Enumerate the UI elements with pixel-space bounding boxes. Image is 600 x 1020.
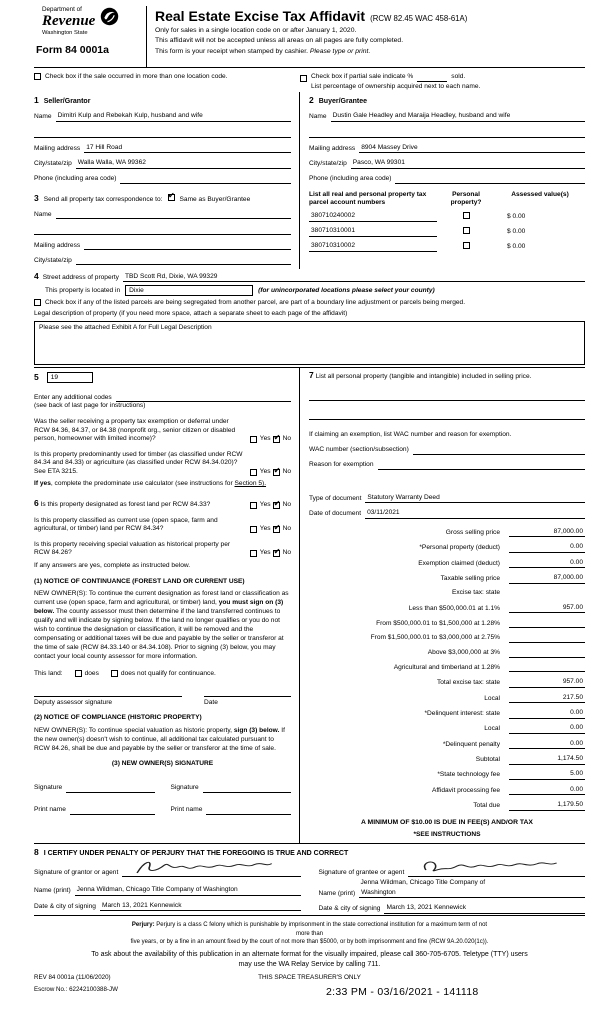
parcel-personal-checkbox[interactable] (463, 227, 470, 234)
tax-row-label: Subtotal (475, 756, 500, 764)
form-footer (34, 916, 585, 1020)
partial-sale-label: Check box if partial sale indicate % (311, 73, 414, 80)
notice1-bold: you must sign on (3) below. (34, 599, 284, 616)
parties-region (34, 92, 585, 269)
grantee-printname-overflow: Jenna Wildman, Chicago Title Company of (360, 879, 486, 887)
grantor-printname-field[interactable]: Jenna Wildman, Chicago Title Company of Washington (75, 886, 301, 896)
if-yes-bold: If yes (34, 480, 51, 488)
exemption-reason-field[interactable] (378, 461, 585, 470)
notice-compliance-title: (2) NOTICE OF COMPLIANCE (HISTORIC PROPERTY) (34, 714, 202, 722)
buyer-mailing-label: Mailing address (309, 144, 356, 152)
located-in-label: This property is located in (45, 286, 121, 294)
form-header (34, 6, 585, 68)
section-8-certification (34, 844, 585, 916)
tax-row-value[interactable]: 0.00 (509, 543, 585, 553)
street-address-label: Street address of property (42, 273, 119, 281)
tax-row-label: Agricultural and timberland at 1.28% (393, 663, 500, 671)
location-code-field[interactable]: 19 (47, 372, 93, 383)
partial-sale-percent-field[interactable] (417, 74, 447, 82)
type-or-print-note: Please type or print. (309, 47, 371, 55)
tax-row (309, 709, 585, 719)
parcel-number[interactable]: 380710240002 (309, 212, 437, 222)
partial-sale-note: List percentage of ownership acquired next to each name. (311, 82, 481, 90)
parcel-personal-checkbox[interactable] (463, 212, 470, 219)
section-4-number: 4 (34, 271, 39, 282)
yes-label: Yes (259, 549, 271, 557)
current-use-question: Is this property classified as current use (open space, farm and agricultural, or timber) land per RCW 84.34? (34, 516, 218, 533)
s6q3-yes-checkbox[interactable] (250, 550, 257, 557)
grantee-datecity-field[interactable]: March 13, 2021 Kennewick (384, 904, 585, 914)
parcel-number[interactable]: 380710310001 (309, 227, 437, 237)
buyer-csz-label: City/state/zip (309, 160, 347, 168)
yes-label: Yes (259, 435, 271, 443)
alternate-format-note: To ask about the availability of this publication in an alternate format for the visually impaired, please call 360-705-6705. Teletype (TTY) users may use the WA Relay Service by calling 711. (91, 951, 528, 968)
parcel-assessed-value: $ 0.00 (507, 213, 526, 221)
tax-row (309, 559, 585, 569)
grantee-signature-label: Signature of grantee or agent (318, 868, 405, 876)
tax-row-value[interactable]: 87,000.00 (509, 574, 585, 584)
same-as-buyer-label: Same as Buyer/Grantee (179, 195, 251, 203)
section-5-link: Section 5). (234, 480, 267, 488)
escrow-number: Escrow No.: 62242100388-JW (34, 986, 118, 994)
street-address-field[interactable]: TBD Scott Rd, Dixie, WA 99329 (123, 273, 585, 283)
notice2-bold: sign (3) below. (233, 726, 280, 734)
personal-property-header: Personal property? (450, 190, 482, 206)
notice2-pre: NEW OWNER(S): To continue special valuation as historic property, (34, 726, 234, 734)
tax-row (309, 755, 585, 765)
tax-corr-csz-label: City/state/zip (34, 256, 72, 264)
no-label: No (282, 549, 291, 557)
header-note-1: Only for sales in a single location code on or after January 1, 2020. (155, 26, 357, 34)
perjury-line-3: five years, or by a fine in an amount fixed by the court of not more than $5000, or by both imprisonment and fine (RCW 9A.20.020(1c)). (130, 939, 489, 946)
seller-name-field[interactable]: Dimitri Kulp and Rebekah Kulp, husband and wife (56, 112, 291, 122)
does-not-label: does not qualify for continuance. (120, 669, 216, 677)
seller-mailing-label: Mailing address (34, 144, 81, 152)
buyer-phone-label: Phone (including area code) (309, 175, 392, 183)
tax-row-label: Exemption claimed (deduct) (418, 559, 500, 567)
tax-row-value[interactable]: 0.00 (509, 786, 585, 796)
grantee-signature-field[interactable] (408, 864, 585, 877)
tax-corr-mailing-field[interactable] (84, 241, 291, 250)
s6q1-no-checkbox[interactable] (273, 502, 280, 509)
tax-row-value[interactable]: 957.00 (509, 604, 585, 614)
seller-name-field-2[interactable] (34, 128, 291, 138)
header-note-2: This affidavit will not be accepted unless all areas on all pages are fully completed. (155, 37, 404, 45)
tax-row-value[interactable]: 0.00 (509, 559, 585, 569)
certify-statement: I CERTIFY UNDER PENALTY OF PERJURY THAT THE FOREGOING IS TRUE AND CORRECT (43, 850, 349, 858)
tax-row-label: *Delinquent interest: state (424, 709, 500, 717)
if-yes-rest: , complete the predominate use calculator (see instructions for (50, 480, 235, 488)
tax-row (309, 528, 585, 538)
no-label: No (282, 501, 291, 509)
department-of-label: Department of (42, 6, 82, 13)
buyer-column (300, 92, 585, 269)
s5q1-no-checkbox[interactable] (273, 436, 280, 443)
s5q1-yes-checkbox[interactable] (250, 436, 257, 443)
yes-label: Yes (259, 467, 271, 475)
tax-row-value[interactable]: 957.00 (509, 678, 585, 688)
section-1-title: Seller/Grantor (43, 98, 91, 105)
doc-date-field[interactable]: 03/11/2021 (365, 509, 585, 519)
county-select[interactable]: Dixie (125, 285, 253, 296)
land-does-checkbox[interactable] (75, 670, 82, 677)
personal-property-intro: List all personal property (tangible and intangible) included in selling price. (315, 373, 532, 381)
buyer-phone-field[interactable] (395, 175, 585, 184)
grantee-datecity-label: Date & city of signing (318, 905, 381, 913)
section-3-label: Send all property tax correspondence to: (43, 195, 163, 203)
grantor-signature-label: Signature of grantor or agent (34, 868, 119, 876)
use-questions-column (34, 368, 300, 843)
tax-row-label: Total due (473, 802, 500, 810)
seller-phone-label: Phone (including area code) (34, 175, 117, 183)
header-note-3 (155, 48, 585, 57)
dor-logo-block (34, 6, 146, 67)
tax-row-label: From $1,500,000.01 to $3,000,000 at 2.75% (370, 634, 500, 642)
tax-row (309, 740, 585, 750)
perjury-bold: Perjury: (131, 922, 155, 929)
revenue-logo-icon (100, 7, 119, 26)
parcel-row (309, 212, 585, 222)
s6q1-yes-checkbox[interactable] (250, 502, 257, 509)
owner-signature-field-2[interactable] (203, 784, 291, 793)
tax-row-label: Affidavit processing fee (431, 786, 500, 794)
wac-number-label: WAC number (section/subsection) (309, 446, 409, 454)
predominate-use-note (34, 480, 291, 489)
owner-signature-row (34, 784, 291, 793)
if-any-yes-note: If any answers are yes, complete as instructed below. (34, 562, 191, 570)
segregated-checkbox[interactable] (34, 299, 41, 306)
print-name-label: Print name (170, 806, 203, 814)
tax-row-label: *Personal property (deduct) (419, 544, 500, 552)
timber-agriculture-question: Is this property predominantly used for timber (as classified under RCW 84.34 and 84.33) or agriculture (as classified under RCW 84.34.020)? See ETA 3215. (34, 450, 243, 475)
treasurer-space-label: THIS SPACE TREASURER'S ONLY (258, 974, 361, 982)
parcel-row (309, 227, 585, 237)
tax-row-label: Gross selling price (445, 528, 500, 536)
yes-label: Yes (259, 525, 271, 533)
partial-sale-sold-label: sold. (451, 73, 466, 80)
parcel-personal-checkbox[interactable] (463, 242, 470, 249)
notice-continuance-title: (1) NOTICE OF CONTINUANCE (FOREST LAND OR CURRENT USE) (34, 577, 245, 585)
deputy-date-line[interactable]: Date (204, 696, 291, 707)
same-as-buyer-checkbox[interactable] (168, 194, 175, 201)
tax-row (309, 724, 585, 734)
washington-state-label: Washington State (42, 29, 88, 36)
tax-computation-column (300, 368, 585, 843)
tax-computation-table (309, 528, 585, 811)
tax-row-value[interactable] (509, 663, 585, 672)
section-7-number: 7 (309, 370, 314, 381)
seller-mailing-field[interactable]: 17 Hill Road (84, 144, 291, 154)
tax-row (309, 786, 585, 796)
assessed-value-header: Assessed value(s) (511, 190, 569, 198)
rev-number: REV 84 0001a (11/06/2020) (34, 974, 111, 982)
forest-land-question: Is this property designated as forest land per RCW 84.33? (40, 501, 211, 509)
exemption-note: If claiming an exemption, list WAC number and reason for exemption. (309, 430, 512, 438)
yes-label: Yes (259, 501, 271, 509)
s6q2-no-checkbox[interactable] (273, 526, 280, 533)
doc-date-label: Date of document (309, 510, 362, 518)
tax-row-value[interactable]: 87,000.00 (509, 528, 585, 538)
legal-description-label: Legal description of property (if you need more space, attach a separate sheet to each page of the affidavit) (34, 309, 348, 317)
tax-row-label: Local (484, 725, 500, 733)
parcel-assessed-value: $ 0.00 (507, 228, 526, 236)
excise-tax-state-label: Excise tax: state (451, 589, 500, 597)
tax-row (309, 694, 585, 704)
deputy-assessor-row (34, 696, 291, 707)
seller-csz-label: City/state/zip (34, 160, 72, 168)
tax-row (309, 604, 585, 614)
deputy-assessor-signature-line[interactable]: Deputy assessor signature (34, 696, 182, 707)
additional-codes-note: (see back of last page for instructions) (34, 402, 146, 410)
legal-description-text: Please see the attached Exhibit A for Full Legal Description (39, 323, 212, 331)
tax-row (309, 663, 585, 672)
tax-row-value[interactable] (509, 619, 585, 628)
tax-row (309, 678, 585, 688)
notice1-pre: NEW OWNER(S): To continue the current designation as forest land or classification as current use (open space, farm and agricultural, or timber) land, (34, 590, 289, 607)
tax-row-label: Above $3,000,000 at 3% (427, 649, 500, 657)
tax-corr-name-label: Name (34, 210, 52, 218)
notice-compliance-body (34, 727, 291, 754)
buyer-csz-field[interactable]: Pasco, WA 99301 (351, 159, 585, 169)
section-6-number: 6 (34, 498, 39, 509)
multiple-location-checkbox[interactable] (34, 73, 41, 80)
parcel-row (309, 242, 585, 252)
tax-row-value[interactable]: 0.00 (509, 740, 585, 750)
unincorporated-note: (for unincorporated locations please select your county) (258, 286, 435, 294)
tax-region (34, 368, 585, 844)
no-label: No (282, 467, 291, 475)
section-2-title: Buyer/Grantee (318, 98, 367, 105)
tax-row (309, 770, 585, 780)
parcel-numbers-header: List all real and personal property tax parcel account numbers (309, 190, 427, 206)
tax-row-value[interactable]: 1,179.50 (509, 801, 585, 811)
seller-name-label: Name (34, 113, 52, 121)
tax-row-value[interactable]: 5.00 (509, 770, 585, 780)
excise-tax-header-row (309, 589, 585, 598)
tax-row (309, 619, 585, 628)
tax-row-label: Local (484, 694, 500, 702)
form-number: Form 84 0001a (36, 44, 109, 57)
perjury-notice (34, 921, 585, 947)
does-label: does (84, 669, 99, 677)
land-does-not-checkbox[interactable] (111, 670, 118, 677)
tax-row (309, 801, 585, 811)
no-label: No (282, 525, 291, 533)
partial-sale-checkbox[interactable] (300, 75, 307, 82)
grantor-printname-label: Name (print) (34, 887, 71, 895)
multiple-location-label: Check box if the sale occurred in more than one location code. (45, 73, 228, 80)
grantor-signature-script (130, 858, 276, 877)
s5q2-yes-checkbox[interactable] (250, 469, 257, 476)
owner-printname-field-2[interactable] (206, 806, 291, 815)
header-note-3-text: This form is your receipt when stamped by cashier. (155, 47, 308, 55)
section-5-number: 5 (34, 372, 39, 383)
tax-row-value[interactable] (509, 649, 585, 658)
seller-column (34, 92, 300, 269)
tax-row-value[interactable]: 1,174.50 (509, 755, 585, 765)
cashier-stamp: 2:33 PM - 03/16/2021 - 141118 (326, 986, 479, 999)
grantor-signature-block (34, 864, 301, 914)
rcw-reference: (RCW 82.45 WAC 458-61A) (370, 14, 468, 23)
perjury-line-2: more than (295, 930, 323, 937)
tax-corr-name-field[interactable] (56, 210, 291, 219)
notice2-post: If the new owner(s) doesn't wish to continue, all additional tax calculated pursuant to RCW 84.26, shall be due and payable by the seller or transferor at the time of sale. (34, 726, 285, 752)
parcel-assessed-value: $ 0.00 (507, 243, 526, 251)
top-checkboxes-row (34, 68, 585, 92)
land-qualify-row (34, 670, 291, 679)
form-title: Real Estate Excise Tax Affidavit (155, 8, 366, 24)
parcel-number[interactable]: 380710310002 (309, 242, 437, 252)
tax-row-label: Taxable selling price (440, 575, 500, 582)
personal-property-line-1[interactable] (309, 391, 585, 401)
segregated-label: Check box if any of the listed parcels are being segregated from another parcel, are part of a boundary line adjustment or parcels being merged. (45, 299, 466, 307)
section-8-number: 8 (34, 847, 39, 858)
tax-row-value[interactable] (509, 634, 585, 643)
s6q2-yes-checkbox[interactable] (250, 526, 257, 533)
signature-label: Signature (170, 784, 199, 792)
personal-property-line-2[interactable] (309, 410, 585, 420)
tax-row-label: *State technology fee (437, 771, 500, 779)
owner-printname-field-1[interactable] (70, 806, 155, 815)
tax-row-label: From $500,000.01 to $1,500,000 at 1.28% (376, 619, 500, 627)
tax-row (309, 634, 585, 643)
parcel-table (309, 191, 585, 252)
section-2-number: 2 (309, 95, 314, 105)
grantor-datecity-field[interactable]: March 13, 2021 Kennewick (100, 902, 301, 912)
legal-description-box[interactable] (34, 321, 585, 365)
buyer-mailing-field[interactable]: 8904 Massey Drive (359, 144, 585, 154)
buyer-name-field-2[interactable] (309, 128, 585, 138)
tax-row-label: *Delinquent penalty (442, 740, 500, 748)
additional-codes-label: Enter any additional codes (34, 393, 112, 401)
tax-row-value[interactable]: 0.00 (509, 724, 585, 734)
doc-type-field[interactable]: Statutory Warranty Deed (365, 494, 585, 504)
wac-number-field[interactable] (413, 446, 585, 455)
this-land-label: This land: (34, 669, 63, 677)
grantee-printname-field[interactable]: Washington (359, 889, 585, 899)
perjury-line-1: Perjury is a class C felony which is punishable by imprisonment in the state correctional institution for a maximum term of not (156, 922, 488, 929)
section-3-number: 3 (34, 192, 39, 203)
s6q3-no-checkbox[interactable] (273, 550, 280, 557)
tax-row-value[interactable]: 217.50 (509, 694, 585, 704)
signature-label: Signature (34, 784, 63, 792)
title-block (146, 6, 585, 67)
section-4-property (34, 271, 585, 368)
tax-corr-name-field-2[interactable] (34, 225, 291, 235)
print-name-label: Print name (34, 806, 66, 814)
owner-printname-row (34, 806, 291, 815)
doc-type-label: Type of document (309, 494, 362, 502)
section-1-number: 1 (34, 95, 39, 105)
tax-row-label: Total excise tax: state (436, 679, 500, 687)
seller-csz-field[interactable]: Walla Walla, WA 99362 (76, 159, 291, 169)
notice1-post: The county assessor must then determine if the land transferred continues to qualify and will indicate by signing below. If the land no longer qualifies or you do not wish to continue the designation or classification, it will be removed and the compensating or additional taxes will be due and payable by the seller or transferor at the time of sale (RCW 84.33.140 or 84.34.108). Prior to signing (3) below, you may contact your local county assessor for more information. (34, 608, 284, 660)
grantee-signature-script (416, 858, 561, 877)
tax-row-value[interactable]: 0.00 (509, 709, 585, 719)
grantee-signature-block (319, 864, 586, 914)
tax-corr-mailing-label: Mailing address (34, 241, 81, 249)
revenue-wordmark: Revenue (42, 13, 96, 30)
tax-row (309, 649, 585, 658)
notice-continuance-body (34, 590, 291, 661)
tax-row (309, 543, 585, 553)
buyer-name-field[interactable]: Dustin Gale Headley and Maraija Headley, husband and wife (331, 112, 585, 122)
tax-row-label: Less than $500,000.01 at 1.1% (408, 604, 500, 612)
owner-signature-field-1[interactable] (66, 784, 154, 793)
no-label: No (282, 435, 291, 443)
exemption-reason-label: Reason for exemption (309, 461, 374, 469)
grantor-signature-field[interactable] (122, 864, 300, 877)
historic-property-question: Is this property receiving special valuation as historical property per RCW 84.26? (34, 540, 231, 557)
grantee-printname-label: Name (print) (318, 889, 356, 897)
additional-codes-field[interactable] (116, 393, 291, 402)
exemption-deferral-question: Was the seller receiving a property tax exemption or deferral under RCW 84.36, 84.37, or 84.38 (nonprofit org., senior citizen or disabled person, homeowner with limited income)? (34, 417, 236, 443)
grantor-datecity-label: Date & city of signing (34, 902, 96, 910)
s5q2-no-checkbox[interactable] (273, 469, 280, 476)
see-instructions-note: *SEE INSTRUCTIONS (413, 830, 481, 838)
new-owners-signature-title: (3) NEW OWNER(S) SIGNATURE (111, 760, 214, 768)
tax-corr-csz-field[interactable] (76, 256, 291, 265)
seller-phone-field[interactable] (120, 175, 291, 184)
tax-row (309, 574, 585, 584)
minimum-fee-note: A MINIMUM OF $10.00 IS DUE IN FEE(S) AND/OR TAX (361, 818, 533, 826)
buyer-name-label: Name (309, 113, 327, 121)
